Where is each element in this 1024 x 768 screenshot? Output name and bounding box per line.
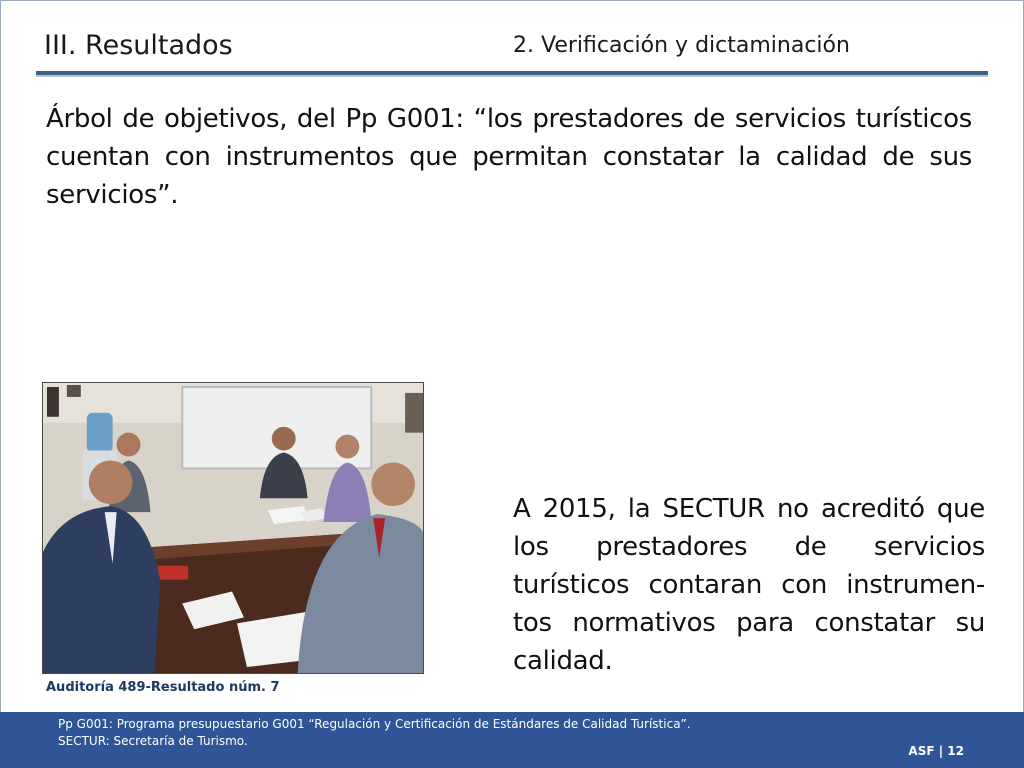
- objective-paragraph: Árbol de objetivos, del Pp G001: “los prestadores de servicios turísticos cuentan con instrumentos que permitan constatar la calidad de sus servicios”.: [46, 104, 972, 210]
- subsection-title: 2. Verificación y dictaminación: [513, 33, 850, 58]
- meeting-photo: [42, 382, 424, 674]
- section-title: III. Resultados: [44, 30, 233, 61]
- footnote-pp-g001: Pp G001: Programa presupuestario G001 “Regulación y Certificación de Estándares de Calidad Turística”.: [58, 717, 691, 731]
- footer-bar: [0, 712, 1024, 768]
- header-divider-shadow: [36, 75, 988, 77]
- meeting-photo-illustration: [43, 383, 423, 673]
- finding-paragraph: A 2015, la SECTUR no acreditó que los prestadores de servicios turísticos contaran con instrumen-tos normativos para constatar su calidad.: [513, 494, 985, 676]
- photo-caption: Auditoría 489-Resultado núm. 7: [46, 680, 280, 695]
- footnote-sectur: SECTUR: Secretaría de Turismo.: [58, 734, 248, 748]
- page-number-badge: ASF | 12: [908, 744, 964, 758]
